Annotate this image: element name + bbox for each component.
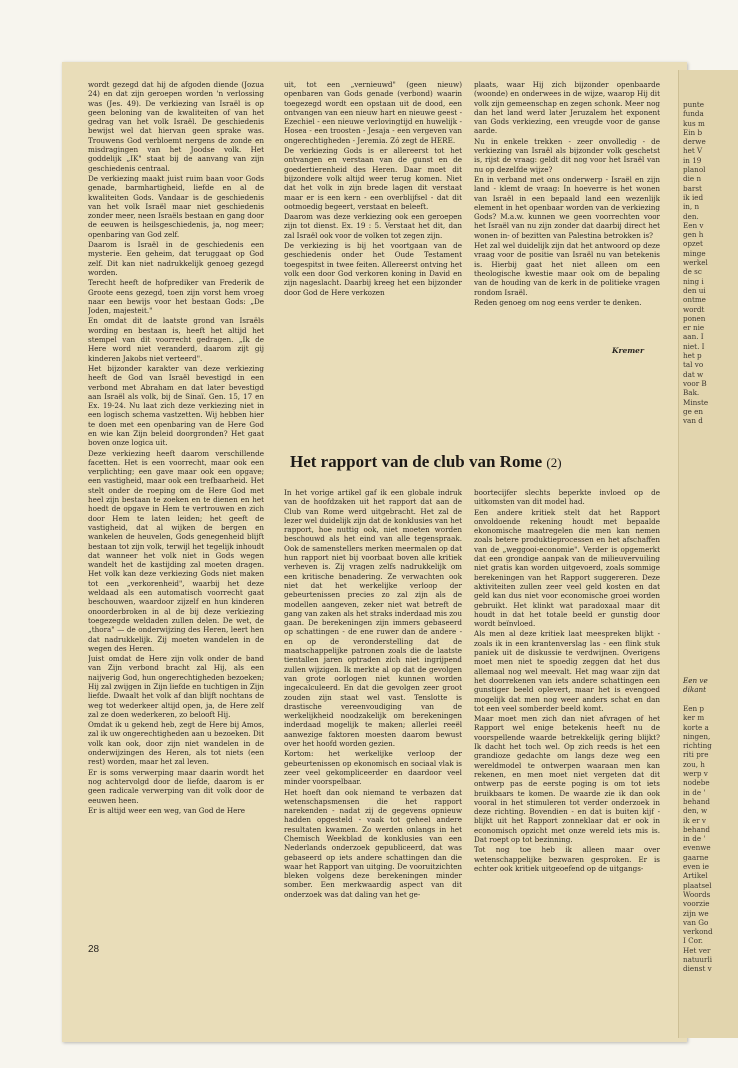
adjacent-page-line: richting bbox=[683, 741, 712, 751]
adjacent-page-line: van Go bbox=[683, 917, 709, 927]
adjacent-page-line: wordt bbox=[683, 304, 705, 314]
col1-paragraph: Er is altijd weer een weg, van God de Here bbox=[88, 805, 246, 815]
adjacent-page-line: in de ' bbox=[683, 787, 706, 797]
adjacent-page-line: zou, h bbox=[683, 759, 705, 769]
adjacent-page-line: aan. I bbox=[683, 332, 704, 342]
col3-paragraph: plaats, waar Hij zich bijzonder openbaarde (woonde) en onderwees in de wijze, waarop Hij dit volk zijn gemeenschap en zegen schonk. Meer nog dan het land werd later Jeruzalem het exponent van Gods verkiezing, een vreugde voor de ganse aarde. bbox=[474, 80, 660, 136]
adjacent-page-line: plaatsel bbox=[683, 880, 712, 890]
article-title bbox=[290, 452, 670, 472]
author-signature: Kremer bbox=[612, 346, 644, 355]
adjacent-page-line: den. bbox=[683, 211, 699, 221]
col1-paragraph: Daarom is Israël in de geschiedenis een mysterie. Een geheim, dat teruggaat op God zelf. Dit kan niet nadrukkelijk genoeg gezegd worden. bbox=[88, 240, 264, 277]
adjacent-page-line: Een v bbox=[683, 220, 704, 230]
adjacent-page-line: barst bbox=[683, 183, 702, 193]
adjacent-page-line: nodebe bbox=[683, 778, 710, 788]
adjacent-page-line: ge en bbox=[683, 406, 704, 416]
article-part-number: (2) bbox=[546, 455, 562, 470]
adjacent-page-line: die n bbox=[683, 174, 702, 184]
adjacent-page-line: dienst v bbox=[683, 964, 712, 974]
col1-paragraph: wordt gezegd dat hij de afgoden diende (Jozua 24) en dat zijn geroepen worden 'n verlossing was (Jes. 49). De verkiezing van Israël is op geen beloning van de kwaliteiten of van het gedrag van het volk Israël. De geschiedenis bewijst wel dat hiervan geen sprake was. Trouwens God verbloemt nergens de zonde en misdragingen van het Joodse volk. Het goddelijk „IK" staat bij de aanvang van zijn geschiedenis centraal. bbox=[88, 80, 264, 173]
article-column-3 bbox=[474, 80, 660, 360]
adjacent-page-line: werkel bbox=[683, 258, 708, 268]
adjacent-page-line: riti pre bbox=[683, 750, 709, 760]
col4-paragraph: Kortom: het werkelijke verloop der gebeurtenissen op ekonomisch en sociaal vlak is zeer veel gekompliceerder en daardoor veel minder voorspelbaar. bbox=[284, 749, 462, 787]
adjacent-page-line: punte bbox=[683, 100, 705, 109]
adjacent-page-line: Minste bbox=[683, 397, 709, 407]
article-column-2 bbox=[284, 80, 462, 340]
article-column-4 bbox=[284, 488, 462, 958]
col3-paragraph: Het zal wel duidelijk zijn dat het antwoord op deze vraag voor de positie van Israël nu van betekenis is. Hierbij gaat het niet alleen om een theologische kwestie maar ook om de bepaling van de houding van de kerk in de politieke vragen rondom Israël. bbox=[474, 241, 660, 297]
col1-paragraph: Terecht heeft de hofprediker van Frederik de Groote eens gezegd, toen zijn vorst hem vroeg naar een bewijs voor het bestaan Gods: „De Joden, majesteit." bbox=[88, 278, 264, 316]
col1-paragraph: De verkiezing maakt juist ruim baan voor Gods genade, barmhartigheid, liefde en al de kwaliteiten Gods. Vandaar is de geschiedenis van het volk Israël maar niet geschiedenis zonder meer, neen Israëls bestaan en gang door de eeuwen is heilsgeschiedenis, ja, nog meer; openbaring van God zelf. bbox=[88, 173, 264, 239]
col1-paragraph: Er is soms verwerping maar daarin wordt het nog achtervolgd door de liefde, daarom is er geen radicale verwerping van dit volk door de eeuwen heen. bbox=[88, 767, 264, 805]
adjacent-page-line: den, w bbox=[683, 806, 708, 816]
col2-paragraph: Daarom was deze verkiezing ook een geroepen zijn tot dienst. Ex. 19 : 5. Verstaat het dit, dan zal Israël ook voor de volken tot zegen zijn. bbox=[284, 212, 462, 240]
col1-paragraph: Het bijzonder karakter van deze verkiezing heeft de God van Israël bevestigd in een verbond met Abraham en dat later bevestigd aan Israël als volk, bij de Sinaï. Gen. 15, 17 en Ex. 19-24. Nu laat zich deze verkiezing niet in een logisch schema vastzetten. Wij hebben hier te doen met een openbaring van de Here God en wie kan Zijn beleid doorgronden? Het gaat boven onze logica uit. bbox=[88, 363, 264, 448]
adjacent-page-line: Een ve bbox=[683, 676, 708, 685]
article-column-1 bbox=[88, 80, 264, 935]
adjacent-page-line: zijn we bbox=[683, 908, 709, 918]
article-title-text: Het rapport van de club van Rome bbox=[290, 452, 543, 471]
adjacent-page-line: Bak. bbox=[683, 388, 700, 398]
article-column-5 bbox=[474, 488, 660, 958]
adjacent-page-line: behand bbox=[683, 824, 710, 834]
adjacent-page-line: minge bbox=[683, 248, 706, 258]
col5-paragraph: Maar moet men zich dan niet afvragen of het Rapport wel enige betekenis heeft nu de voorspellende waarde betrekkelijk gering blijkt? Ik dacht het toch wel. Op zich reeds is het een grandioze gedachte om langs deze weg een wereldmodel te ontwerpen waaraan men kan rekenen, en men moet niet vergeten dat dit ontwerp pas de eerste poging is om tot iets bruikbaars te komen. De waarde zie ik dan ook vooral in het stimuleren tot verder onderzoek in deze richting. Bovendien - en dat is buiten kijf - blijkt uit het Rapport zonneklaar dat er ook in economisch opzicht met onze wereld iets mis is. Dat roept op tot bezinning. bbox=[474, 714, 660, 844]
col3-paragraph: Nu in enkele trekken - zeer onvolledig - de verkiezing van Israël als bijzonder volk geschetst is, rijst de vraag: geldt dit nog voor het Israël van nu op dezelfde wijze? bbox=[474, 136, 660, 174]
adjacent-page-line: in de ' bbox=[683, 834, 706, 844]
adjacent-page-text-top bbox=[683, 100, 738, 425]
adjacent-page-line: opzet bbox=[683, 239, 703, 249]
adjacent-page-line: dat w bbox=[683, 369, 704, 379]
adjacent-page-line: ningen, bbox=[683, 731, 711, 741]
adjacent-page-line: in, n bbox=[683, 202, 700, 212]
adjacent-page-line: gen h bbox=[683, 230, 704, 240]
adjacent-page-line: verkond bbox=[683, 927, 713, 937]
adjacent-page-line: derwe bbox=[683, 137, 706, 147]
col1-paragraph: Juist omdat de Here zijn volk onder de band van Zijn verbond bracht zal Hij, als een naijverig God, hun ongerechtigheden bezoeken; Hij zal zwijgen in Zijn liefde en tuchtigen in Zijn liefde. Dwaalt het volk af dan blijft nochtans de weg tot wederkeer altijd open, ja, de Here zelf zal ze doen wederkeren, zo belooft Hij. bbox=[88, 654, 264, 719]
adjacent-page-line: Een p bbox=[683, 704, 705, 713]
adjacent-page-line: voor B bbox=[683, 378, 707, 388]
adjacent-page-line: evenwe bbox=[683, 843, 711, 853]
adjacent-page-line: den ui bbox=[683, 285, 706, 295]
adjacent-page-line: van d bbox=[683, 416, 703, 426]
adjacent-page-line: funda bbox=[683, 109, 704, 119]
col1-paragraph: En omdat dit de laatste grond van Israëls wording en bestaan is, heeft het altijd het stempel van dit voorrecht gedragen. „Ik de Here word niet veranderd, daarom zijt gij kinderen Jakobs niet verteerd". bbox=[88, 316, 264, 363]
page-number: 28 bbox=[88, 944, 100, 955]
adjacent-page-line: Artikel bbox=[683, 871, 708, 881]
col2-paragraph: De verkiezing is bij het voortgaan van de geschiedenis onder het Oude Testament toegespitst in twee feiten. Allereerst ontving het volk een door God verkoren koning in David en zijn nageslacht. Daarbij kreeg het een bijzonder door God de Here verkozen bbox=[284, 241, 462, 297]
col5-paragraph: Tot nog toe heb ik alleen maar over wetenschappelijke bezwaren gesproken. Er is echter ook kritiek uitgeoefend op de uitgangs- bbox=[474, 845, 660, 873]
adjacent-page-line: ning i bbox=[683, 276, 704, 286]
adjacent-page-line: behand bbox=[683, 796, 710, 806]
adjacent-page-line: werp v bbox=[683, 769, 708, 779]
adjacent-page-line: tal vo bbox=[683, 360, 704, 370]
col5-paragraph: boortecijfer slechts beperkte invloed op de uitkomsten van dit model had. bbox=[474, 488, 660, 507]
adjacent-page-heading bbox=[683, 676, 708, 695]
col2-paragraph: uit, tot een „vernieuwd" (geen nieuw) openbaren van Gods genade (verbond) waarin toegezegd wordt een opstaan uit de dood, een ontvangen van een nieuw hart en nieuwe geest - Ezechiel - een nieuwe verlovingtijd en huwelijk - Hosea - een troosten - Jesaja - een vergeven van ongerechtigheden - Jeremia. Zó zegt de HERE. bbox=[284, 80, 462, 145]
col1-paragraph: Deze verkiezing heeft daarom verschillende facetten. Het is een voorrecht, maar ook een verplichting; een gave maar ook een opgave; een vastigheid, maar ook een trefbaarheid. Het stelt onder de roeping om de Here God met heel zijn bestaan te zoeken en te dienen en het hoedt de opgave in Hem te vertrouwen en zich door Hem te laten leiden; het geeft de vastigheid, dat al wijken de bergen en wankelen de heuvelen, Gods genegenheid blijft bestaan tot zijn volk, terwijl het tegelijk inhoudt dat wanneer het volk niet in Gods wegen wandelt het de kastijding zal moeten dragen. Het volk kan deze verkiezing Gods niet maken tot een „verkorenheid", waarbij het deze weldaad als een automatisch voorrecht gaat beschouwen, waardoor zijzelf en hun kinderen onoorderbroken in al de bij deze verkiezing toegezegde weldaden zullen delen. De wet, de „thora" — de onderwijzing des Heren, leert hen dat nadrukkelijk. Zij moeten wandelen in de wegen des Heren. bbox=[88, 448, 264, 653]
adjacent-page-line: Woords bbox=[683, 889, 711, 899]
adjacent-page-line: Het ver bbox=[683, 945, 711, 955]
adjacent-page-line: ik ied bbox=[683, 192, 704, 202]
adjacent-page-line: ker m bbox=[683, 713, 705, 723]
adjacent-page-line: voorzie bbox=[683, 899, 710, 909]
col5-paragraph: Als men al deze kritiek laat meespreken blijkt - zoals ik in een krantenverslag las - een flink stuk paniek uit de diskussie te verdwijnen. Overigens moet men niet te spoedig zeggen dat het dus allemaal nog wel meevalt. Het mag waar zijn dat het doorrekenen van iets andere schattingen een gunstiger beeld oplevert, maar het is evengoed mogelijk dat men nog weer anders schat en dan tot een veel somberder beeld komt. bbox=[474, 629, 660, 713]
col2-paragraph: De verkiezing Gods is er allereerst tot het ontvangen en verstaan van de gunst en de goedertierenheid des Heren. Daar moet dit bijzondere volk altijd weer terug komen. Niet dat het volk in zijn brede lagen dit verstaat maar er is een kern - een overblijfsel - dat dit ootmoedig begeert, verstaat en beleeft. bbox=[284, 146, 462, 211]
adjacent-page-line: gaarne bbox=[683, 852, 709, 862]
adjacent-page-line: ontme bbox=[683, 295, 706, 305]
adjacent-page-line: planol bbox=[683, 165, 706, 175]
adjacent-page-line: natuurli bbox=[683, 955, 713, 965]
adjacent-page-line: I Cor. bbox=[683, 936, 703, 946]
adjacent-page-line: ponen bbox=[683, 313, 706, 323]
col3-paragraph: Reden genoeg om nog eens verder te denken. bbox=[474, 297, 642, 307]
adjacent-page-line: de sc bbox=[683, 267, 702, 277]
col3-paragraph: En in verband met ons onderwerp - Israël en zijn land - klemt de vraag: In hoeverre is het wonen van Israël in een bepaald land een wezenlijk element in het openbaar worden van de verkiezing Gods? M.a.w. kunnen we geen voorrechten voor het Israël van nu zijn zonder dat daarbij direct het wonen in- of bezitten van Palestina betrokken is? bbox=[474, 174, 660, 240]
adjacent-page-line: in 19 bbox=[683, 155, 702, 165]
adjacent-page-line: Ein b bbox=[683, 127, 703, 137]
adjacent-page-edge bbox=[678, 70, 738, 1038]
col5-paragraph: Een andere kritiek stelt dat het Rapport onvoldoende rekening houdt met bepaalde ekonomische maatregelen die men kan nemen zoals betere produktieprocessen en het afschaffen van de „weggooi-economie". Verder is opgemerkt dat een grondige aanpak van de milieuvervuiling niet gratis kan worden uitgevoerd, zoals sommige berekeningen van het Rapport suggereren. Deze aktiviteiten zullen zeer veel geld kosten en dat geld kan dus niet voor economische groei worden gebruikt. Het klinkt wat paradoxaal maar dit houdt in dat het totale beeld er gunstig door wordt beïnvloed. bbox=[474, 507, 660, 629]
adjacent-page-line: het p bbox=[683, 351, 702, 361]
adjacent-page-line: kus m bbox=[683, 118, 705, 128]
adjacent-page-line: er nie bbox=[683, 323, 705, 333]
adjacent-page-line: het V bbox=[683, 146, 703, 156]
col1-paragraph: Omdat ik u gekend heb, zegt de Here bij Amos, zal ik uw ongerechtigheden aan u bezoeken. Dit volk kan ook, door zijn niet wandelen in de onderwijzingen des Heren, als tot niets (een rest) worden, maar het zal leven. bbox=[88, 720, 264, 767]
adjacent-page-line: ik er v bbox=[683, 815, 706, 825]
adjacent-page-line: niet. I bbox=[683, 341, 705, 351]
adjacent-page-line: korte a bbox=[683, 722, 709, 732]
col4-paragraph: In het vorige artikel gaf ik een globale indruk van de hoofdzaken uit het rapport dat aan de Club van Rome werd uitgebracht. Het zal de lezer wel duidelijk zijn dat de konklusies van het rapport, hoe nuttig ook, niet moeten worden beschouwd als het eind van alle tegenspraak. Ook de samenstellers merken meermalen op dat hun rapport niet bij voorbaat boven alle kritiek verheven is. Zij vragen zelfs nadrukkelijk om een kritische benadering. Ze verwachten ook niet dat het werkelijke verloop der gebeurtenissen precies zo zal zijn als de modellen aangeven, zeker niet wat betreft de gang van zaken als het straks inderdaad mis zou gaan. De berekeningen zijn immers gebaseerd op schattingen - de ene ruwer dan de andere - en op de veronderstelling dat de maatschappelijke patronen zoals die de laatste tientallen jaren optraden zich niet ingrijpend zullen wijzigen. Ik merkte al op dat de gevolgen van grote oorlogen niet kunnen worden ingecalculeerd. En dat die gevolgen zeer groot zouden zijn staat wel vast. Tenslotte is drastische vereenvoudiging van de werkelijkheid noodzakelijk om berekeningen inderdaad mogelijk te maken; allerlei reeël aanwezige faktoren moesten daarom bewust over het hoofd worden gezien. bbox=[284, 488, 462, 749]
col4-paragraph: Het hoeft dan ook niemand te verbazen dat wetenschapsmensen die het rapport narekenden - nadat zij de gegevens opnieuw hadden opgesteld - vaak tot geheel andere resultaten kwamen. Zo werden onlangs in het Chemisch Weekblad de konklusies van een Nederlands onderzoek gepubliceerd, dat was gebaseerd op iets andere schattingen dan die waar het Rapport van uitging. De vooruitzichten bleken volgens deze berekeningen minder somber. Een merkwaardig aspect van dit onderzoek was dat daling van het ge- bbox=[284, 787, 462, 899]
adjacent-page-line: dikant bbox=[683, 685, 707, 695]
adjacent-page-line: even ie bbox=[683, 862, 710, 872]
adjacent-page-text-bottom bbox=[683, 704, 738, 974]
